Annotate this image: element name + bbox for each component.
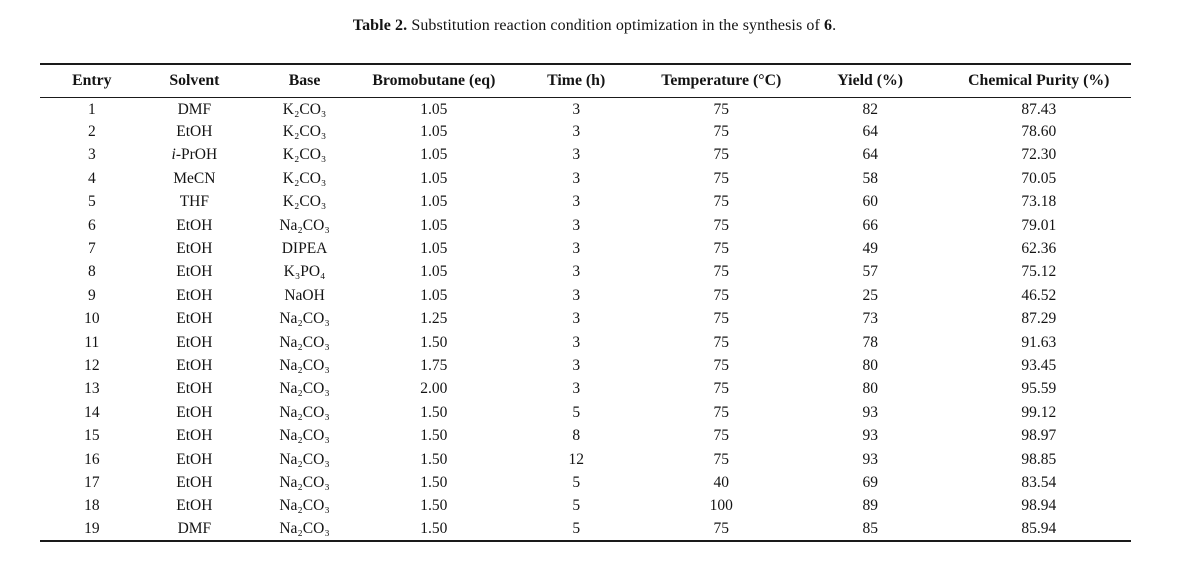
cell-temperature-c: 75 bbox=[713, 240, 730, 258]
cell-yield-pct: 93 bbox=[862, 427, 878, 445]
table-row bbox=[40, 448, 1131, 471]
cell-time-h: 3 bbox=[572, 286, 581, 304]
cell-time-h: 3 bbox=[572, 123, 581, 141]
column-header-solvent: Solvent bbox=[144, 64, 245, 97]
cell-base: Na₂CO₃ bbox=[279, 497, 330, 515]
cell-yield-pct: 85 bbox=[862, 520, 878, 538]
cell-temperature-c: 75 bbox=[713, 403, 730, 421]
cell-chemical-purity-pct: 79.01 bbox=[1021, 216, 1057, 234]
cell-bromobutane-eq: 1.50 bbox=[420, 473, 448, 491]
table-row bbox=[40, 354, 1131, 377]
cell-chemical-purity-pct: 62.36 bbox=[1021, 240, 1057, 258]
cell-base: Na₂CO₃ bbox=[279, 356, 330, 374]
cell-yield-pct: 80 bbox=[862, 356, 878, 374]
table-caption bbox=[0, 17, 1189, 35]
cell-time-h: 5 bbox=[572, 497, 581, 515]
cell-temperature-c: 75 bbox=[713, 427, 730, 445]
cell-base: Na₂CO₃ bbox=[279, 403, 330, 421]
cell-yield-pct: 89 bbox=[862, 497, 878, 515]
results-table bbox=[40, 63, 1131, 542]
cell-solvent: EtOH bbox=[176, 123, 213, 141]
cell-base: Na₂CO₃ bbox=[279, 450, 330, 468]
cell-entry: 16 bbox=[84, 450, 100, 468]
table-row bbox=[40, 284, 1131, 307]
cell-temperature-c: 75 bbox=[713, 356, 730, 374]
cell-solvent: EtOH bbox=[176, 310, 213, 328]
table-row bbox=[40, 308, 1131, 331]
cell-base: K₂CO₃ bbox=[282, 100, 327, 118]
table-row bbox=[40, 518, 1131, 541]
cell-solvent: DMF bbox=[177, 100, 212, 118]
cell-entry: 11 bbox=[84, 333, 100, 351]
cell-entry: 10 bbox=[84, 310, 100, 328]
cell-entry: 17 bbox=[84, 473, 100, 491]
column-header-yield-pct: Yield (%) bbox=[794, 64, 947, 97]
cell-yield-pct: 82 bbox=[862, 100, 878, 118]
cell-yield-pct: 73 bbox=[862, 310, 878, 328]
cell-solvent: EtOH bbox=[176, 473, 213, 491]
cell-entry: 19 bbox=[84, 520, 100, 538]
cell-entry: 1 bbox=[87, 100, 96, 118]
table-row bbox=[40, 191, 1131, 214]
cell-base: Na₂CO₃ bbox=[279, 427, 330, 445]
cell-time-h: 5 bbox=[572, 520, 581, 538]
table-row bbox=[40, 378, 1131, 401]
cell-time-h: 3 bbox=[572, 193, 581, 211]
cell-bromobutane-eq: 1.05 bbox=[420, 146, 448, 164]
cell-yield-pct: 93 bbox=[862, 403, 878, 421]
cell-temperature-c: 75 bbox=[713, 146, 730, 164]
cell-entry: 9 bbox=[87, 286, 96, 304]
cell-solvent: EtOH bbox=[176, 356, 213, 374]
cell-chemical-purity-pct: 99.12 bbox=[1021, 403, 1057, 421]
cell-temperature-c: 40 bbox=[713, 473, 730, 491]
cell-bromobutane-eq: 1.50 bbox=[420, 333, 448, 351]
cell-base: Na₂CO₃ bbox=[279, 216, 330, 234]
cell-time-h: 3 bbox=[572, 240, 581, 258]
cell-base: DIPEA bbox=[281, 240, 328, 258]
cell-solvent: i-PrOH bbox=[171, 146, 218, 164]
cell-bromobutane-eq: 1.05 bbox=[420, 193, 448, 211]
column-header-temperature-c: Temperature (°C) bbox=[649, 64, 794, 97]
column-header-bromobutane-eq: Bromobutane (eq) bbox=[364, 64, 504, 97]
cell-time-h: 3 bbox=[572, 216, 581, 234]
table-row bbox=[40, 261, 1131, 284]
cell-bromobutane-eq: 1.50 bbox=[420, 450, 448, 468]
cell-chemical-purity-pct: 91.63 bbox=[1021, 333, 1057, 351]
cell-solvent: EtOH bbox=[176, 333, 213, 351]
cell-yield-pct: 80 bbox=[862, 380, 878, 398]
cell-time-h: 12 bbox=[568, 450, 584, 468]
cell-yield-pct: 64 bbox=[862, 146, 878, 164]
cell-entry: 12 bbox=[84, 356, 100, 374]
cell-temperature-c: 75 bbox=[713, 520, 730, 538]
cell-solvent: EtOH bbox=[176, 427, 213, 445]
cell-entry: 5 bbox=[87, 193, 96, 211]
table-row bbox=[40, 424, 1131, 447]
cell-bromobutane-eq: 1.05 bbox=[420, 123, 448, 141]
cell-entry: 2 bbox=[87, 123, 96, 141]
cell-bromobutane-eq: 2.00 bbox=[420, 380, 448, 398]
cell-solvent: EtOH bbox=[176, 216, 213, 234]
cell-base: K₃PO₄ bbox=[283, 263, 326, 281]
cell-chemical-purity-pct: 85.94 bbox=[1021, 520, 1057, 538]
column-header-base: Base bbox=[245, 64, 364, 97]
table-caption-suffix: . bbox=[832, 17, 837, 34]
cell-temperature-c: 75 bbox=[713, 450, 730, 468]
cell-solvent: EtOH bbox=[176, 497, 213, 515]
cell-bromobutane-eq: 1.05 bbox=[420, 286, 448, 304]
cell-yield-pct: 49 bbox=[862, 240, 878, 258]
cell-chemical-purity-pct: 98.85 bbox=[1021, 450, 1057, 468]
cell-chemical-purity-pct: 83.54 bbox=[1021, 473, 1057, 491]
cell-chemical-purity-pct: 87.29 bbox=[1021, 310, 1057, 328]
column-header-chemical-purity-pct: Chemical Purity (%) bbox=[947, 64, 1131, 97]
cell-bromobutane-eq: 1.50 bbox=[420, 520, 448, 538]
cell-base: Na₂CO₃ bbox=[279, 520, 330, 538]
cell-yield-pct: 69 bbox=[862, 473, 878, 491]
cell-yield-pct: 58 bbox=[862, 169, 878, 187]
table-row bbox=[40, 331, 1131, 354]
cell-chemical-purity-pct: 73.18 bbox=[1021, 193, 1057, 211]
cell-temperature-c: 75 bbox=[713, 263, 730, 281]
cell-solvent: THF bbox=[179, 193, 210, 211]
cell-yield-pct: 66 bbox=[862, 216, 878, 234]
cell-bromobutane-eq: 1.05 bbox=[420, 240, 448, 258]
table-row bbox=[40, 167, 1131, 190]
table-row bbox=[40, 214, 1131, 237]
cell-bromobutane-eq: 1.05 bbox=[420, 263, 448, 281]
cell-chemical-purity-pct: 78.60 bbox=[1021, 123, 1057, 141]
cell-entry: 4 bbox=[87, 169, 96, 187]
cell-temperature-c: 75 bbox=[713, 286, 730, 304]
cell-yield-pct: 57 bbox=[862, 263, 878, 281]
cell-time-h: 3 bbox=[572, 310, 581, 328]
cell-entry: 3 bbox=[87, 146, 96, 164]
table-header bbox=[40, 64, 1131, 97]
cell-solvent: EtOH bbox=[176, 380, 213, 398]
cell-chemical-purity-pct: 87.43 bbox=[1021, 100, 1057, 118]
cell-base: K₂CO₃ bbox=[282, 169, 327, 187]
cell-time-h: 5 bbox=[572, 473, 581, 491]
cell-time-h: 8 bbox=[572, 427, 581, 445]
cell-temperature-c: 75 bbox=[713, 216, 730, 234]
cell-time-h: 3 bbox=[572, 333, 581, 351]
cell-base: NaOH bbox=[284, 286, 325, 304]
cell-solvent: EtOH bbox=[176, 403, 213, 421]
table-row bbox=[40, 144, 1131, 167]
cell-time-h: 3 bbox=[572, 146, 581, 164]
cell-temperature-c: 100 bbox=[709, 497, 733, 515]
cell-yield-pct: 64 bbox=[862, 123, 878, 141]
cell-bromobutane-eq: 1.05 bbox=[420, 169, 448, 187]
cell-yield-pct: 93 bbox=[862, 450, 878, 468]
cell-bromobutane-eq: 1.50 bbox=[420, 427, 448, 445]
cell-yield-pct: 78 bbox=[862, 333, 878, 351]
cell-chemical-purity-pct: 72.30 bbox=[1021, 146, 1057, 164]
cell-bromobutane-eq: 1.05 bbox=[420, 216, 448, 234]
cell-entry: 7 bbox=[87, 240, 96, 258]
cell-bromobutane-eq: 1.50 bbox=[420, 403, 448, 421]
column-header-time-h: Time (h) bbox=[504, 64, 649, 97]
cell-time-h: 3 bbox=[572, 380, 581, 398]
cell-chemical-purity-pct: 93.45 bbox=[1021, 356, 1057, 374]
cell-bromobutane-eq: 1.75 bbox=[420, 356, 448, 374]
table-row bbox=[40, 471, 1131, 494]
cell-solvent: EtOH bbox=[176, 240, 213, 258]
cell-time-h: 3 bbox=[572, 169, 581, 187]
cell-base: K₂CO₃ bbox=[282, 193, 327, 211]
cell-temperature-c: 75 bbox=[713, 193, 730, 211]
cell-temperature-c: 75 bbox=[713, 333, 730, 351]
cell-solvent: DMF bbox=[177, 520, 212, 538]
cell-bromobutane-eq: 1.50 bbox=[420, 497, 448, 515]
cell-base: Na₂CO₃ bbox=[279, 310, 330, 328]
cell-solvent: MeCN bbox=[173, 169, 216, 187]
cell-bromobutane-eq: 1.05 bbox=[420, 100, 448, 118]
cell-solvent: EtOH bbox=[176, 263, 213, 281]
table-row bbox=[40, 495, 1131, 518]
cell-yield-pct: 60 bbox=[862, 193, 878, 211]
cell-base: K₂CO₃ bbox=[282, 123, 327, 141]
header-row bbox=[40, 64, 1131, 97]
cell-solvent: EtOH bbox=[176, 286, 213, 304]
cell-time-h: 5 bbox=[572, 403, 581, 421]
cell-entry: 15 bbox=[84, 427, 100, 445]
cell-bromobutane-eq: 1.25 bbox=[420, 310, 448, 328]
column-header-entry: Entry bbox=[40, 64, 144, 97]
cell-base: Na₂CO₃ bbox=[279, 473, 330, 491]
cell-temperature-c: 75 bbox=[713, 123, 730, 141]
cell-temperature-c: 75 bbox=[713, 100, 730, 118]
table-row bbox=[40, 401, 1131, 424]
cell-entry: 8 bbox=[87, 263, 96, 281]
table-row bbox=[40, 237, 1131, 260]
cell-chemical-purity-pct: 95.59 bbox=[1021, 380, 1057, 398]
cell-entry: 14 bbox=[84, 403, 100, 421]
cell-solvent: EtOH bbox=[176, 450, 213, 468]
cell-temperature-c: 75 bbox=[713, 380, 730, 398]
cell-time-h: 3 bbox=[572, 100, 581, 118]
table-body bbox=[40, 97, 1131, 541]
cell-base: Na₂CO₃ bbox=[279, 380, 330, 398]
cell-entry: 13 bbox=[84, 380, 100, 398]
cell-entry: 18 bbox=[84, 497, 100, 515]
table-row bbox=[40, 97, 1131, 120]
cell-yield-pct: 25 bbox=[862, 286, 878, 304]
cell-chemical-purity-pct: 98.94 bbox=[1021, 497, 1057, 515]
cell-temperature-c: 75 bbox=[713, 169, 730, 187]
table-caption-text: Substitution reaction condition optimization in the synthesis of bbox=[407, 17, 824, 34]
cell-time-h: 3 bbox=[572, 356, 581, 374]
cell-base: K₂CO₃ bbox=[282, 146, 327, 164]
cell-chemical-purity-pct: 75.12 bbox=[1021, 263, 1057, 281]
cell-temperature-c: 75 bbox=[713, 310, 730, 328]
table-row bbox=[40, 120, 1131, 143]
cell-chemical-purity-pct: 70.05 bbox=[1021, 169, 1057, 187]
cell-base: Na₂CO₃ bbox=[279, 333, 330, 351]
table-caption-label: Table 2. bbox=[352, 17, 408, 34]
cell-entry: 6 bbox=[87, 216, 96, 234]
cell-time-h: 3 bbox=[572, 263, 581, 281]
cell-chemical-purity-pct: 46.52 bbox=[1021, 286, 1057, 304]
table-caption-compound: 6 bbox=[824, 17, 833, 34]
cell-chemical-purity-pct: 98.97 bbox=[1021, 427, 1057, 445]
